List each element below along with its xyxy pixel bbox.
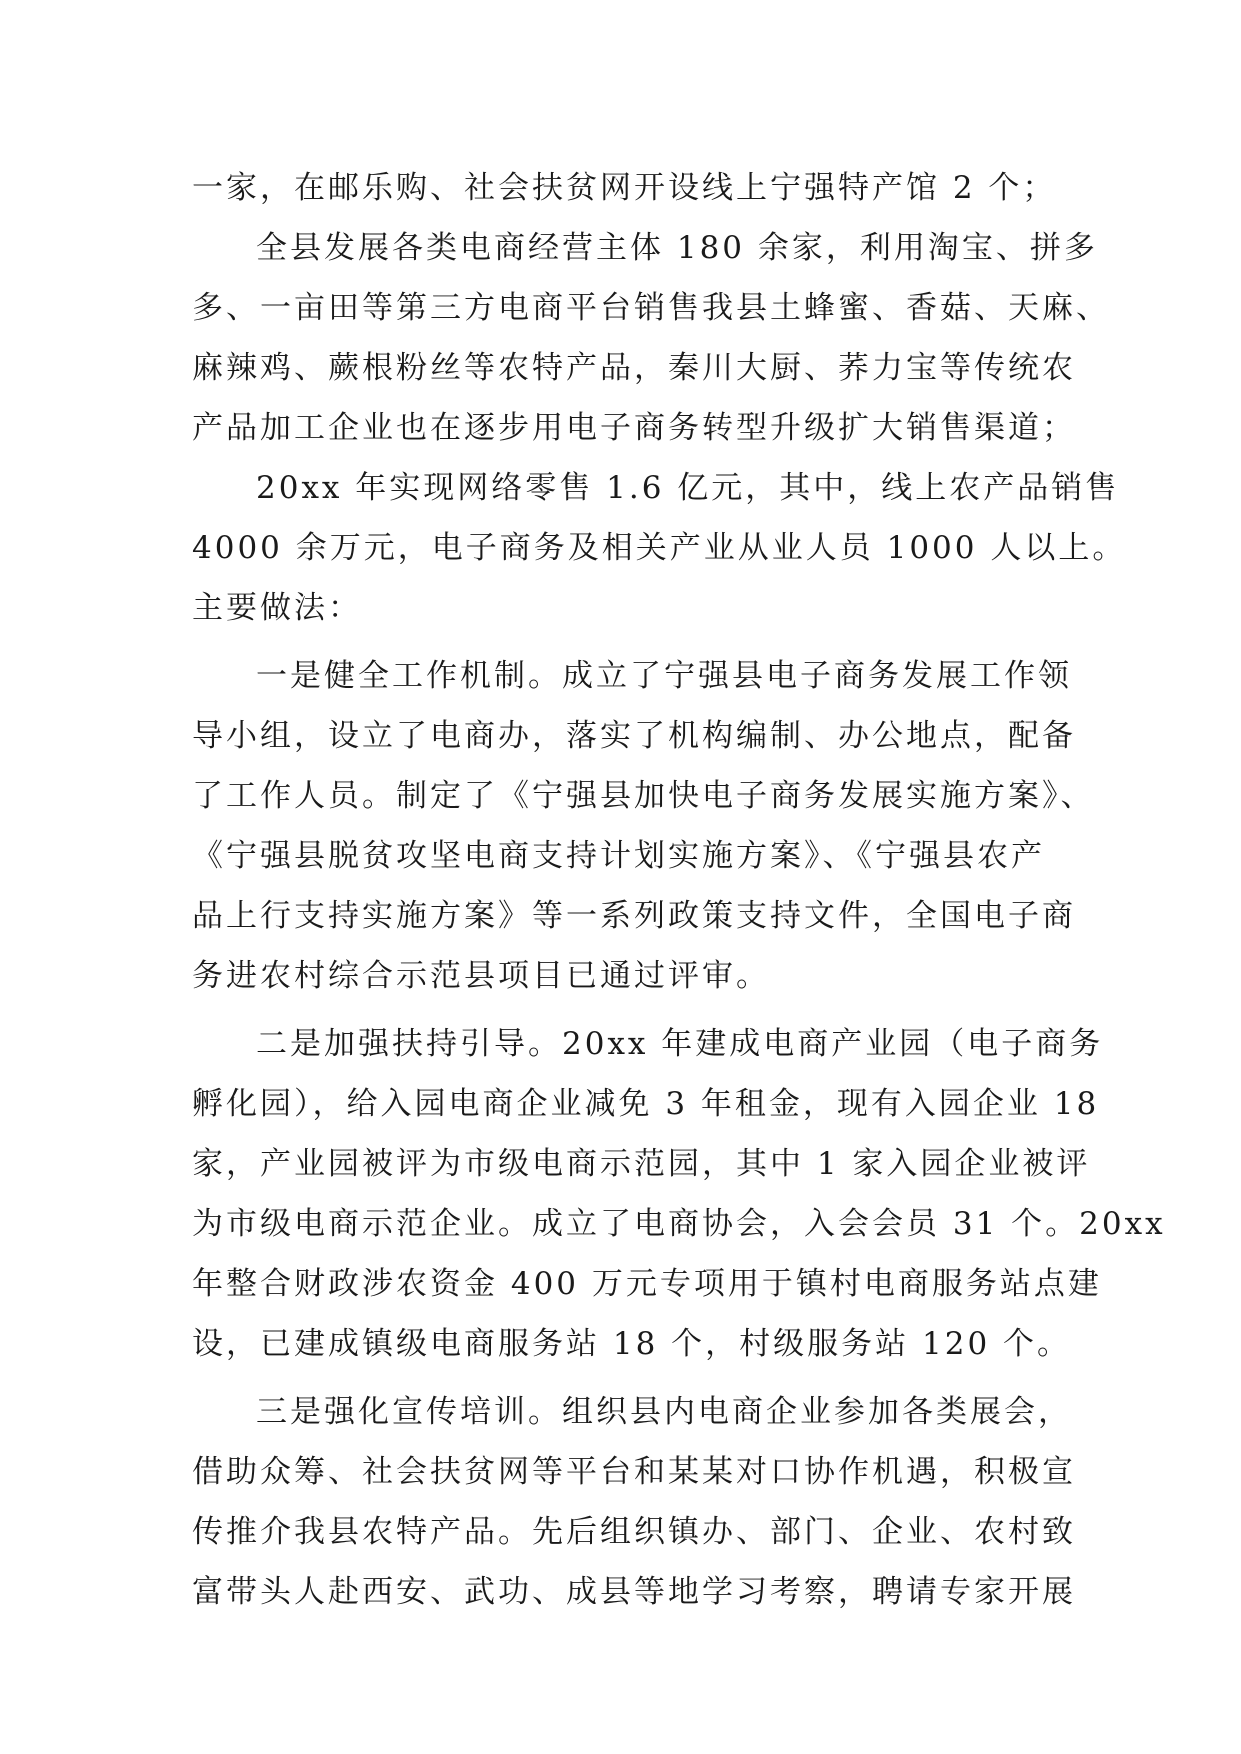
text-line: 务进农村综合示范县项目已通过评审。 — [192, 958, 770, 994]
text-line: 全县发展各类电商经营主体 180 余家，利用淘宝、拼多 — [256, 230, 1098, 266]
text-line: 一家，在邮乐购、社会扶贫网开设线上宁强特产馆 2 个； — [192, 170, 1057, 206]
text-line: 传推介我县农特产品。先后组织镇办、部门、企业、农村致 — [192, 1514, 1076, 1550]
text-line: 设，已建成镇级电商服务站 18 个，村级服务站 120 个。 — [192, 1326, 1072, 1362]
text-line: 《宁强县脱贫攻坚电商支持计划实施方案》、《宁强县农产 — [192, 838, 1045, 874]
text-line: 家，产业园被评为市级电商示范园，其中 1 家入园企业被评 — [192, 1146, 1091, 1182]
text-line: 4000 余万元，电子商务及相关产业从业人员 1000 人以上。 — [192, 530, 1127, 566]
text-line: 麻辣鸡、蕨根粉丝等农特产品，秦川大厨、荞力宝等传统农 — [192, 350, 1076, 386]
text-line: 二是加强扶持引导。20xx 年建成电商产业园（电子商务 — [256, 1026, 1104, 1062]
text-line: 产品加工企业也在逐步用电子商务转型升级扩大销售渠道； — [192, 410, 1076, 446]
text-line: 借助众筹、社会扶贫网等平台和某某对口协作机遇，积极宣 — [192, 1454, 1076, 1490]
section-heading: 主要做法： — [192, 590, 362, 626]
text-line: 一是健全工作机制。成立了宁强县电子商务发展工作领 — [256, 658, 1072, 694]
text-line: 富带头人赴西安、武功、成县等地学习考察，聘请专家开展 — [192, 1574, 1076, 1610]
text-line: 孵化园），给入园电商企业减免 3 年租金，现有入园企业 18 — [192, 1086, 1100, 1122]
text-line: 三是强化宣传培训。组织县内电商企业参加各类展会， — [256, 1394, 1072, 1430]
text-line: 导小组，设立了电商办，落实了机构编制、办公地点，配备 — [192, 718, 1076, 754]
text-line: 年整合财政涉农资金 400 万元专项用于镇村电商服务站点建 — [192, 1266, 1102, 1302]
text-line: 为市级电商示范企业。成立了电商协会，入会会员 31 个。20xx — [192, 1206, 1166, 1242]
text-line: 多、一亩田等第三方电商平台销售我县土蜂蜜、香菇、天麻、 — [192, 290, 1110, 326]
text-line: 20xx 年实现网络零售 1.6 亿元，其中，线上农产品销售 — [256, 470, 1120, 506]
text-line: 了工作人员。制定了《宁强县加快电子商务发展实施方案》、 — [192, 778, 1095, 814]
text-line: 品上行支持实施方案》等一系列政策支持文件，全国电子商 — [192, 898, 1076, 934]
document-body — [192, 158, 1166, 1622]
